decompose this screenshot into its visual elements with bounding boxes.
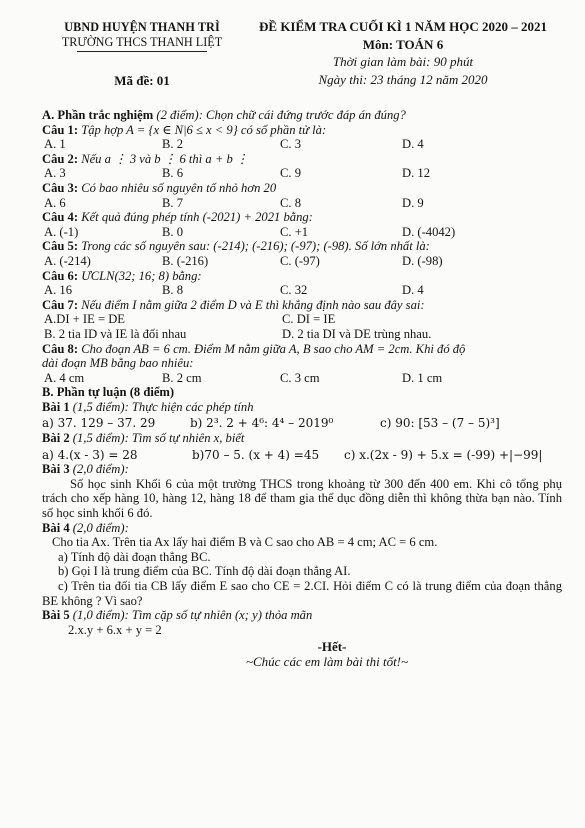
part-a-heading (42, 108, 562, 123)
question-label: Câu 2: (42, 151, 79, 166)
bai-4-intro: Cho tia Ax. Trên tia Ax lấy hai điểm B và C sao cho AB = 4 cm; AC = 6 cm. (52, 535, 438, 550)
question-label: Câu 4: (42, 210, 79, 225)
bai-1-b: b) 2³. 2 + 4⁶: 4⁴ – 2019⁰ (190, 416, 334, 431)
question-text: Nếu a ⋮ 3 và b ⋮ 6 thì a + b ⋮ (78, 151, 249, 166)
exam-duration: Thời gian làm bài: 90 phút (332, 54, 474, 70)
bai-4-b: b) Gọi I là trung điểm của BC. Tính độ dài đoạn thẳng AI. (58, 564, 351, 579)
bai-5-equation: 2.x.y + 6.x + y = 2 (68, 622, 162, 637)
bai-2-c: c) x.(2x - 9) + 5.x = (-99) +|−99| (344, 447, 543, 462)
question-text: Có bao nhiêu số nguyên tố nhỏ hơn 20 (78, 180, 277, 195)
option-b: B. 6 (162, 166, 183, 181)
bai-4-a: a) Tính độ dài đoạn thẳng BC. (58, 549, 211, 564)
bai-2 (42, 431, 562, 462)
bai-3-text: Số học sinh Khối 6 của một trường THCS trong khoảng từ 300 đến 400 em. Khi cô tổng phụ trách cho xếp hàng 10, hàng 12, hàng 18 để tham gia thể dục đồng diễn thì không thừa bạn nào. Tính số học sinh khối 6 đó. (42, 476, 562, 521)
question-5 (42, 239, 562, 268)
option-b: B. (-216) (162, 253, 209, 268)
option-c: C. 9 (280, 166, 301, 181)
bai-1-c: c) 90: [53 – (7 – 5)³] (380, 416, 500, 431)
district-name: UBND HUYỆN THANH TRÌ (64, 20, 220, 34)
bai-1 (42, 400, 562, 431)
bai-label: Bài 2 (42, 431, 70, 446)
bai-desc: (2,0 điểm): (69, 462, 129, 477)
bai-5 (42, 608, 562, 637)
exam-page (42, 20, 562, 670)
bai-desc: (1,5 điểm): Thực hiện các phép tính (69, 399, 254, 414)
school-block (42, 20, 242, 89)
question-label: Câu 6: (42, 268, 79, 283)
school-name: TRƯỜNG THCS THANH LIỆT (61, 34, 223, 49)
question-4 (42, 210, 562, 239)
option-c: C. 8 (280, 195, 301, 210)
option-d: D. (-4042) (402, 224, 456, 239)
question-text: ƯCLN(32; 16; 8) bằng: (78, 268, 202, 283)
question-text: Trong các số nguyên sau: (-214); (-216); (-97); (-98). Số lớn nhất là: (78, 239, 430, 254)
option-a: A. 1 (44, 137, 66, 152)
option-d: D. 4 (402, 283, 424, 298)
question-text: Nếu điểm I nằm giữa 2 điểm D và E thì khẳng định nào sau đây sai: (78, 297, 425, 312)
header-divider (77, 51, 207, 52)
part-b-title: B. Phần tự luận (8 điểm) (42, 385, 175, 400)
option-c: C. 3 (280, 137, 301, 152)
option-a: A. 16 (44, 283, 72, 298)
option-c: C. +1 (280, 224, 309, 239)
bai-desc: (1,5 điểm): Tìm số tự nhiên x, biết (69, 431, 245, 446)
question-7 (42, 298, 562, 342)
question-2 (42, 152, 562, 181)
option-b: B. 2 tia ID và IE là đối nhau (44, 326, 187, 341)
option-c: C. 3 cm (280, 370, 320, 385)
closing-wish: ~Chúc các em làm bài thi tốt!~ (245, 653, 409, 669)
bai-2-a: a) 4.(x - 3) = 28 (42, 447, 138, 462)
question-text-cont: dài đoạn MB bằng bao nhiêu: (42, 356, 194, 371)
question-6 (42, 269, 562, 298)
option-a: A. 3 (44, 166, 66, 181)
question-3 (42, 181, 562, 210)
exam-header (42, 20, 562, 108)
part-a-instructions: (2 điểm): Chọn chữ cái đứng trước đáp án đúng? (153, 108, 406, 122)
bai-2-b: b)70 – 5. (x + 4) =45 (192, 447, 320, 462)
question-text: Cho đoạn AB = 6 cm. Điểm M nằm giữa A, B sao cho AM = 2cm. Khi đó độ (78, 341, 466, 356)
part-a-title: A. Phần trắc nghiệm (42, 108, 154, 122)
option-c: C. DI = IE (282, 312, 336, 327)
bai-label: Bài 5 (42, 608, 70, 623)
exam-subject: Môn: TOÁN 6 (362, 36, 444, 52)
bai-desc: (1,0 điểm): Tìm cặp số tự nhiên (x; y) thỏa mãn (69, 608, 313, 623)
exam-code: Mã đề: 01 (114, 73, 170, 89)
bai-label: Bài 3 (42, 462, 70, 477)
bai-label: Bài 1 (42, 399, 70, 414)
option-b: B. 8 (162, 283, 183, 298)
option-d: D. 9 (402, 195, 424, 210)
end-marker: -Hết- (317, 639, 347, 655)
question-label: Câu 5: (42, 239, 79, 254)
option-d: D. 12 (402, 166, 430, 181)
exam-info-block (242, 20, 564, 87)
bai-3 (42, 462, 562, 520)
bai-desc: (2,0 điểm): (69, 520, 129, 535)
bai-1-a: a) 37. 129 – 37. 29 (42, 416, 156, 431)
option-b: B. 2 (162, 137, 183, 152)
option-d: D. 2 tia DI và DE trùng nhau. (282, 326, 432, 341)
exam-date: Ngày thi: 23 tháng 12 năm 2020 (318, 71, 488, 87)
exam-title: ĐỀ KIỂM TRA CUỐI KÌ 1 NĂM HỌC 2020 – 2021 (259, 19, 547, 34)
bai-label: Bài 4 (42, 520, 70, 535)
bai-4-c: c) Trên tia đối tia CB lấy điểm E sao cho CE = 2.CI. Hỏi điểm C có là trung điểm của đoạn thẳng BE không ? Vì sao? (42, 579, 562, 608)
question-text: Tập hợp A = {x ∈ N|6 ≤ x < 9} có số phần tử là: (78, 122, 327, 137)
option-a: A. 4 cm (44, 370, 85, 385)
option-a: A. (-214) (44, 253, 91, 268)
option-a: A. 6 (44, 195, 66, 210)
option-d: D. (-98) (402, 253, 443, 268)
question-1 (42, 123, 562, 152)
option-c: C. 32 (280, 283, 308, 298)
option-a: A. (-1) (44, 224, 79, 239)
question-label: Câu 1: (42, 122, 79, 137)
question-label: Câu 8: (42, 341, 79, 356)
bai-4 (42, 521, 562, 609)
question-8 (42, 342, 562, 386)
option-a: A.DI + IE = DE (44, 312, 126, 327)
option-b: B. 7 (162, 195, 183, 210)
option-d: D. 4 (402, 137, 424, 152)
question-label: Câu 3: (42, 180, 79, 195)
question-label: Câu 7: (42, 297, 79, 312)
option-c: C. (-97) (280, 253, 320, 268)
option-b: B. 0 (162, 224, 183, 239)
option-d: D. 1 cm (402, 370, 443, 385)
option-b: B. 2 cm (162, 370, 202, 385)
question-text: Kết quả đúng phép tính (-2021) + 2021 bằng: (78, 210, 313, 225)
